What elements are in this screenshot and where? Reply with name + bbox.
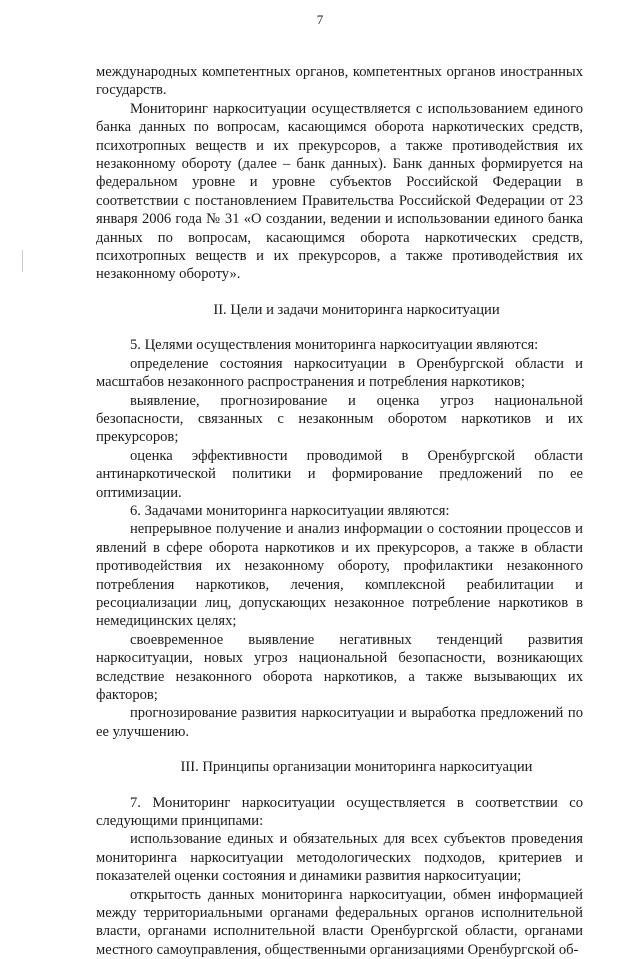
- document-body: [96, 63, 583, 959]
- page-number: 7: [316, 12, 324, 27]
- paragraph-tasks-intro: 6. Задачами мониторинга наркоситуации являются:: [130, 502, 450, 519]
- paragraph-goals-intro: 5. Целями осуществления мониторинга наркоситуации являются:: [130, 337, 539, 354]
- section-heading-goals: II. Цели и задачи мониторинга наркоситуации: [213, 301, 500, 318]
- paragraph-task-2: своевременное выявление негативных тенденций развития наркоситуации, новых угроз национальной безопасности, возникающих вследствие незаконного оборота наркотиков, а также вызывающих их факторов;: [96, 631, 583, 703]
- paragraph-goal-2: выявление, прогнозирование и оценка угроз национальной безопасности, связанных с незаконным оборотом наркотиков и их прекурсоров;: [96, 392, 583, 446]
- paragraph-principle-1: использование единых и обязательных для всех субъектов проведения мониторинга наркоситуации методологических подходов, критериев и показателей оценки состояния и динамики развития наркоситуации;: [96, 831, 583, 885]
- paragraph-data-bank: Мониторинг наркоситуации осуществляется с использованием единого банка данных по вопросам, касающимся оборота наркотических средств, психотропных веществ и их прекурсоров, а также противодействия их незаконному обороту (далее – банк данных). Банк данных формируется на федеральном уровне и уровне субъектов Российской Федерации в соответствии с постановлением Правительства Российской Федерации от 23 января 2006 года № 31 «О создании, ведении и использовании единого банка данных по вопросам, касающимся оборота наркотических средств, психотропных веществ и их прекурсоров, а также противодействия их незаконному обороту».: [96, 100, 583, 283]
- paragraph-continuation: международных компетентных органов, компетентных органов иностранных государств.: [96, 64, 583, 99]
- margin-mark: [22, 250, 23, 272]
- section-heading-principles: III. Принципы организации мониторинга наркоситуации: [180, 759, 533, 776]
- paragraph-principles-intro: 7. Мониторинг наркоситуации осуществляется в соответствии со следующими принципами:: [96, 794, 583, 830]
- paragraph-task-3: прогнозирование развития наркоситуации и выработка предложений по ее улучшению.: [96, 705, 583, 740]
- paragraph-principle-2: открытость данных мониторинга наркоситуации, обмен информацией между территориальными органами федеральных органов исполнительной власти, органами исполнительной власти Оренбургской области, органами местного самоуправления, общественными организациями Оренбургской об-: [96, 886, 583, 958]
- paragraph-goal-1: определение состояния наркоситуации в Оренбургской области и масштабов незаконного распространения и потребления наркотиков;: [96, 355, 583, 391]
- paragraph-task-1: непрерывное получение и анализ информации о состоянии процессов и явлений в сфере оборота наркотиков и их прекурсоров, а также в области противодействия их незаконному обороту, профилактики незаконного потребления наркотиков, лечения, комплексной реабилитации и ресоциализации лиц, допускающих незаконное потребление наркотиков в немедицинских целях;: [96, 521, 583, 630]
- paragraph-goal-3: оценка эффективности проводимой в Оренбургской области антинаркотической политики и формирование предложений по ее оптимизации.: [96, 447, 583, 501]
